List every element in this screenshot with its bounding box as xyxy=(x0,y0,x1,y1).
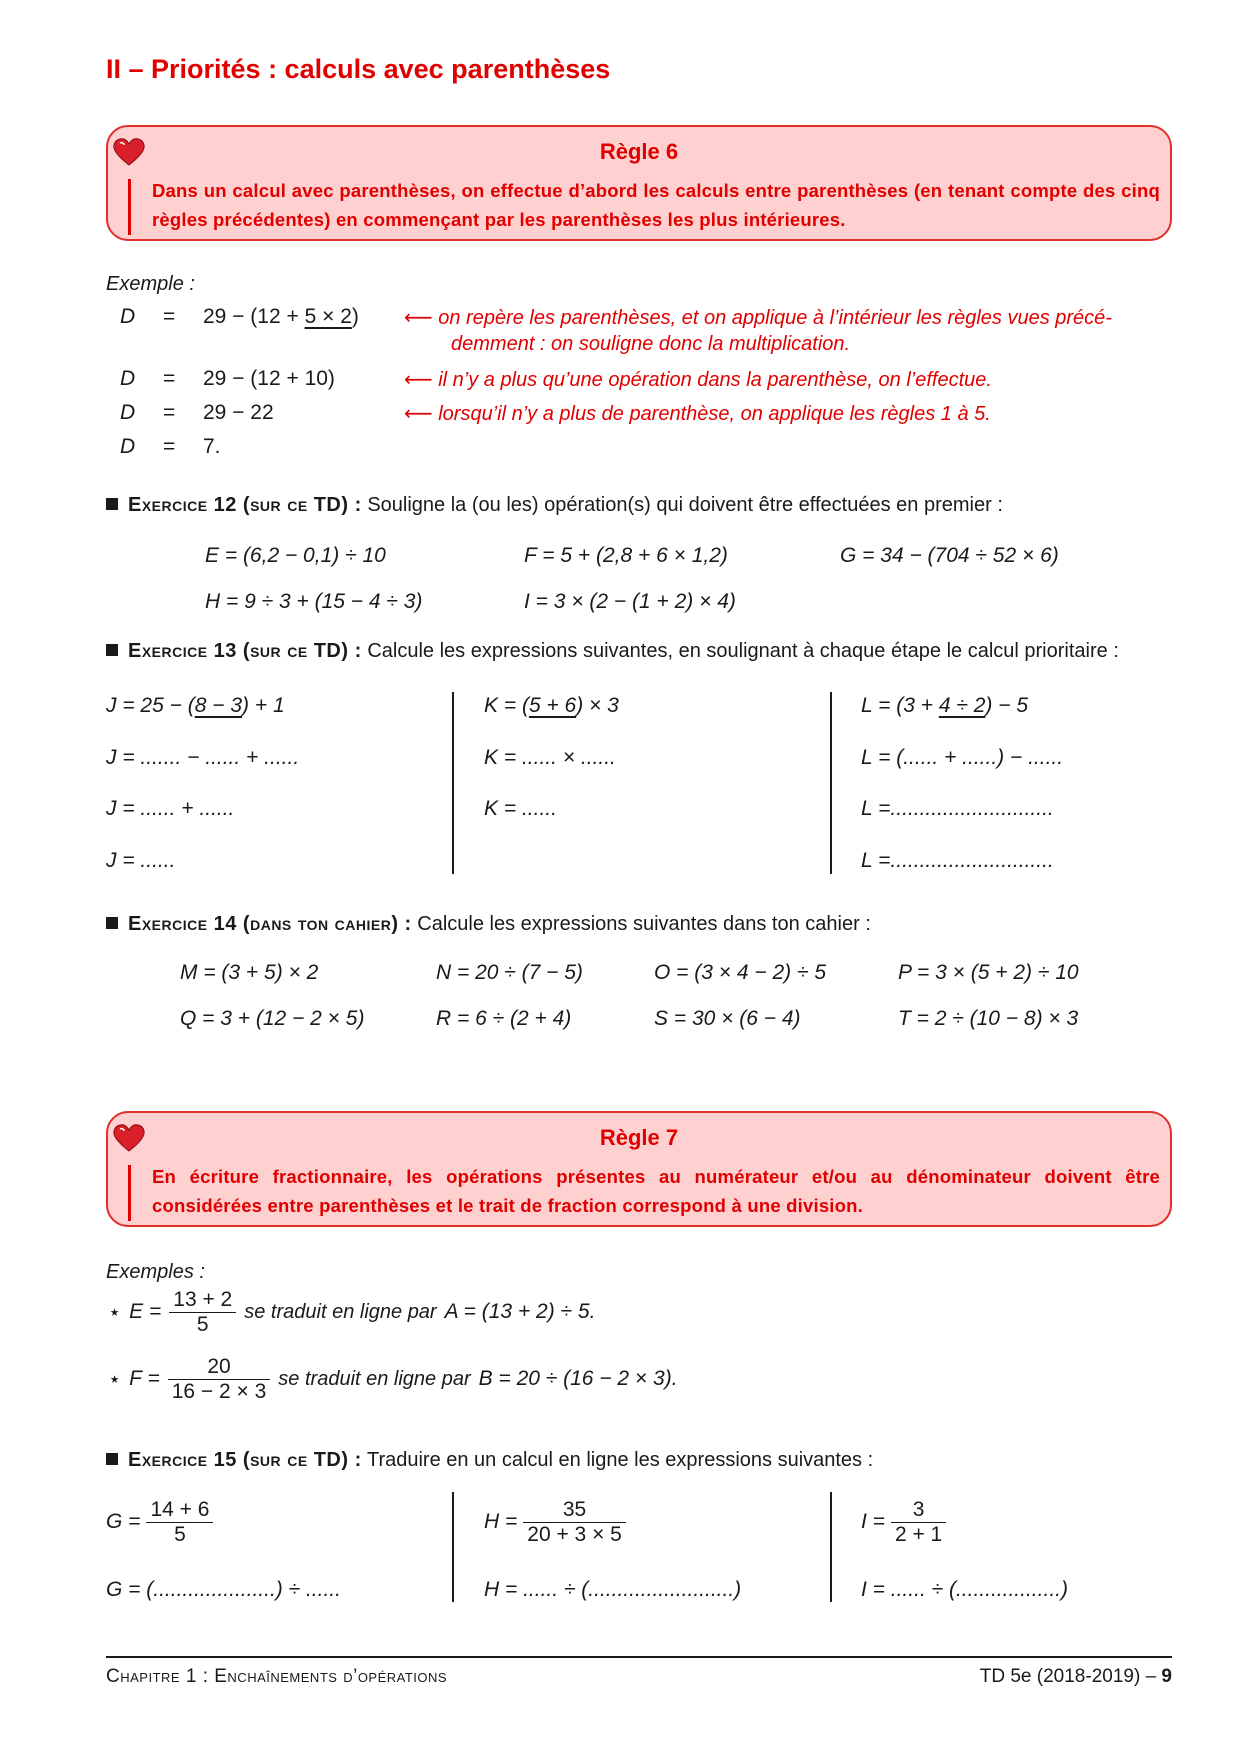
rule-6-title: Règle 6 xyxy=(599,139,679,164)
ex15-h-fraction: H = $\frac{35}{20 + 3 \times 5}$ xyxy=(484,1492,626,1552)
ex13-l-first: L = (3 + 4 ÷ 2) − 5 xyxy=(861,694,1029,717)
ex13-j-first: J = 25 − (8 − 3) + 1 xyxy=(106,694,285,717)
exercise-13-header: Exercice 13 (sur ce TD) : Calcule les expressions suivantes, en soulignant à chaque étape le calcul prioritaire : xyxy=(106,640,1119,663)
ex13-l-line[interactable]: L =............................ xyxy=(861,849,1054,872)
ex-line-2-eq: = xyxy=(163,367,176,390)
example-label: Exemple : xyxy=(106,273,195,295)
ex13-l-line[interactable]: L = (...... + ......) − ...... xyxy=(861,746,1064,769)
footer-rule xyxy=(106,1656,1172,1658)
ex14-item: M = (3 + 5) × 2 xyxy=(180,961,319,984)
ex-line-4-lhs: D xyxy=(120,435,136,458)
ex12-item-h: H = 9 ÷ 3 + (15 − 4 ÷ 3) xyxy=(205,590,423,613)
ex-line-3-lhs: D xyxy=(120,401,136,424)
example-fraction-f: ⋆ F = $\frac{20}{16 - 2 \times 3}$ se traduit en ligne par B = 20 ÷ (16 − 2 × 3). xyxy=(108,1354,678,1403)
ex-line-1-lhs: D xyxy=(120,305,136,328)
ex-line-4-eq: = xyxy=(163,435,176,458)
column-divider xyxy=(452,692,454,874)
column-divider xyxy=(830,1492,832,1602)
ex13-l-line[interactable]: L =............................ xyxy=(861,797,1054,820)
ex14-item: T = 2 ÷ (10 − 8) × 3 xyxy=(898,1007,1079,1030)
rule-7-text: En écriture fractionnaire, les opérations présentes au numérateur et/ou au dénominateur doivent être considérées entre parenthèses et le trait de fraction correspond à une division. xyxy=(152,1166,1160,1216)
rule-7-title: Règle 7 xyxy=(599,1125,679,1150)
ex14-item: O = (3 × 4 − 2) ÷ 5 xyxy=(654,961,827,984)
ex12-item-i: I = 3 × (2 − (1 + 2) × 4) xyxy=(524,590,736,613)
ex14-item: S = 30 × (6 − 4) xyxy=(654,1007,801,1030)
ex15-g-fraction: G = $\frac{14 + 6}{5}$ xyxy=(106,1492,213,1552)
rule-6-bar xyxy=(128,179,131,235)
star-icon: ⋆ xyxy=(108,1367,122,1391)
ex-line-2-lhs: D xyxy=(120,367,136,390)
square-bullet-icon xyxy=(106,498,118,510)
ex12-item-f: F = 5 + (2,8 + 6 × 1,2) xyxy=(524,544,728,567)
rule-6-box xyxy=(106,125,1172,241)
rule-6-text: Dans un calcul avec parenthèses, on effectue d’abord les calculs entre parenthèses (en tenant compte des cinq règles précédentes) en commençant par les parenthèses les plus intérieures. xyxy=(152,180,1160,230)
ex14-item: Q = 3 + (12 − 2 × 5) xyxy=(180,1007,365,1030)
ex-line-1-expr: 29 − (12 + 5 × 2) xyxy=(203,305,359,328)
ex13-j-line[interactable]: J = ....... − ...... + ...... xyxy=(106,746,300,769)
ex15-i-fraction: I = $\frac{3}{2 + 1}$ xyxy=(861,1492,946,1552)
ex13-j-line[interactable]: J = ...... + ...... xyxy=(106,797,235,820)
rule-7-bar xyxy=(128,1165,131,1221)
ex13-k-line[interactable]: K = ...... × ...... xyxy=(484,746,616,769)
ex-line-1-comment-2: demment : on souligne donc la multiplication. xyxy=(451,333,851,355)
ex-line-3-eq: = xyxy=(163,401,176,424)
example-fraction-e: ⋆ E = $\frac{13 + 2}{5}$ se traduit en ligne par A = (13 + 2) ÷ 5. xyxy=(108,1287,596,1336)
ex12-item-e: E = (6,2 − 0,1) ÷ 10 xyxy=(205,544,386,567)
footer-chapter: Chapitre 1 : Enchaînements d’opérations xyxy=(106,1666,448,1687)
ex12-item-g: G = 34 − (704 ÷ 52 × 6) xyxy=(840,544,1059,567)
ex15-h-answer[interactable]: H = ...... ÷ (.........................) xyxy=(484,1578,742,1601)
ex13-k-line[interactable]: K = ...... xyxy=(484,797,557,820)
ex13-k-first: K = (5 + 6) × 3 xyxy=(484,694,619,717)
section-title: II – Priorités : calculs avec parenthèses xyxy=(106,54,611,84)
square-bullet-icon xyxy=(106,1453,118,1465)
exercise-14-header: Exercice 14 (dans ton cahier) : Calcule les expressions suivantes dans ton cahier : xyxy=(106,913,871,936)
square-bullet-icon xyxy=(106,644,118,656)
ex-line-1-comment: ⟵ on repère les parenthèses, et on applique à l’intérieur les règles vues précé- xyxy=(404,307,1112,329)
ex14-item: N = 20 ÷ (7 − 5) xyxy=(436,961,583,984)
page-number: 9 xyxy=(1161,1666,1172,1687)
exercise-12-header: Exercice 12 (sur ce TD) : Souligne la (ou les) opération(s) qui doivent être effectuées en premier : xyxy=(106,494,1003,517)
column-divider xyxy=(452,1492,454,1602)
ex13-j-line[interactable]: J = ...... xyxy=(106,849,176,872)
star-icon: ⋆ xyxy=(108,1300,122,1324)
ex-line-2-comment: ⟵ il n’y a plus qu’une opération dans la parenthèse, on l’effectue. xyxy=(404,369,992,391)
ex14-item: R = 6 ÷ (2 + 4) xyxy=(436,1007,572,1030)
ex14-item: P = 3 × (5 + 2) ÷ 10 xyxy=(898,961,1079,984)
column-divider xyxy=(830,692,832,874)
examples-label: Exemples : xyxy=(106,1261,205,1283)
ex-line-1-eq: = xyxy=(163,305,176,328)
rule-7-box xyxy=(106,1111,1172,1227)
ex-line-2-expr: 29 − (12 + 10) xyxy=(203,367,335,390)
exercise-15-header: Exercice 15 (sur ce TD) : Traduire en un calcul en ligne les expressions suivantes : xyxy=(106,1449,873,1472)
ex-line-4-expr: 7. xyxy=(203,435,221,458)
ex-line-3-expr: 29 − 22 xyxy=(203,401,274,424)
footer-page-info: TD 5e (2018-2019) – 9 xyxy=(979,1666,1172,1687)
square-bullet-icon xyxy=(106,917,118,929)
ex15-i-answer[interactable]: I = ...... ÷ (..................) xyxy=(861,1578,1068,1601)
ex-line-3-comment: ⟵ lorsqu’il n’y a plus de parenthèse, on applique les règles 1 à 5. xyxy=(404,403,991,425)
ex15-g-answer[interactable]: G = (.....................) ÷ ...... xyxy=(106,1578,341,1601)
